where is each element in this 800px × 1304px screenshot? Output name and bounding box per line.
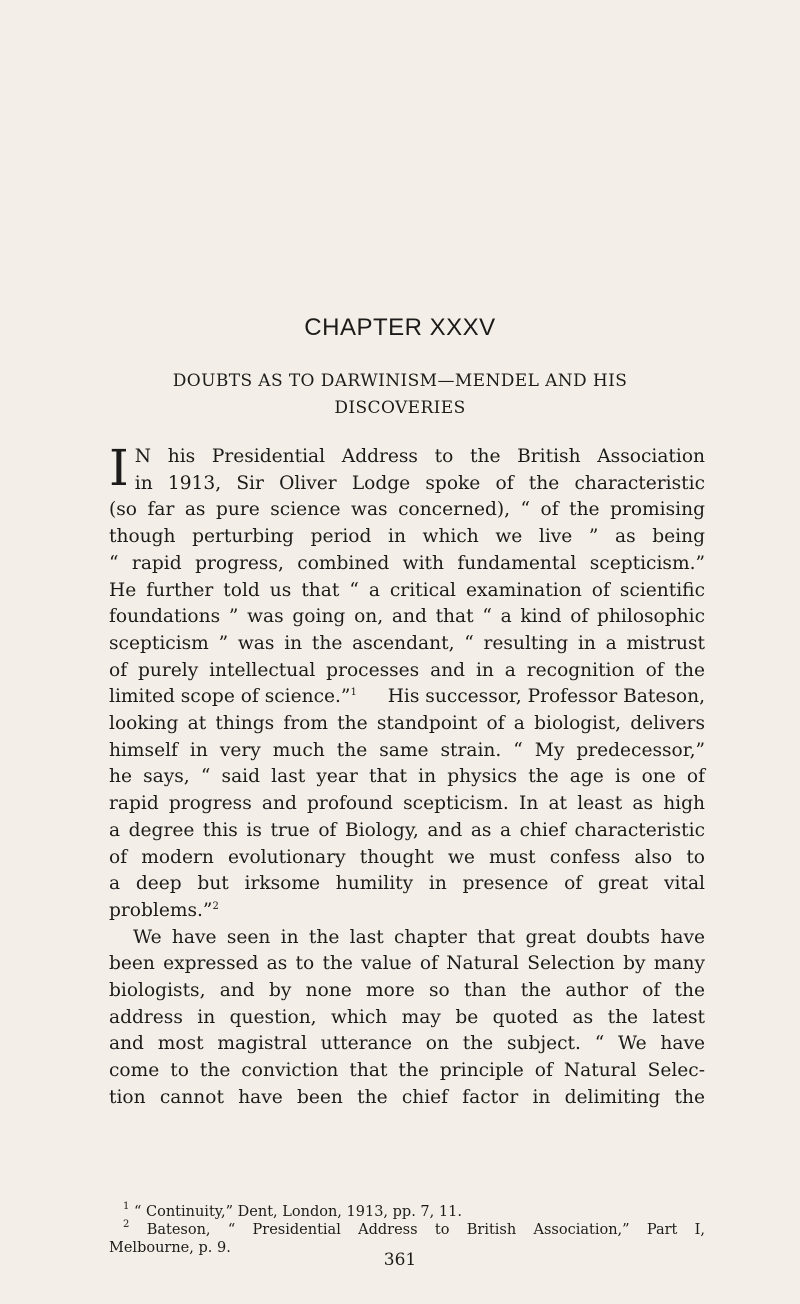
footnote-1 — [109, 1203, 705, 1221]
text-line: been expressed as to the value of Natural Selection by many — [109, 953, 705, 975]
footnote-text: Bateson, “ Presidential Address to British Association,” Part I, — [146, 1222, 706, 1238]
footnote-2 — [109, 1221, 705, 1239]
page-number: 361 — [383, 1250, 417, 1270]
subtitle-line-1: DOUBTS AS TO DARWINISM—MENDEL AND HIS — [172, 371, 628, 391]
subtitle-line-2: DISCOVERIES — [334, 398, 466, 418]
text-line — [109, 684, 705, 711]
text-segment-a: limited scope of science.” — [109, 686, 351, 708]
text-segment-b: His successor, Professor Bateson, — [387, 686, 705, 708]
text-line — [109, 898, 705, 925]
text-line: a degree this is true of Biology, and as a chief characteristic — [109, 819, 705, 841]
text-line: himself in very much the same strain. “ My predecessor,” — [109, 739, 705, 761]
footnote-ref-2: 2 — [212, 900, 219, 912]
text-line: scepticism ” was in the ascendant, “ resulting in a mistrust — [109, 632, 705, 654]
footnote-ref-1: 1 — [350, 687, 357, 699]
text-line: “ rapid progress, combined with fundamental scepticism.” — [109, 552, 705, 574]
text-segment — [109, 684, 357, 711]
text-line: though perturbing period in which we live ” as being — [109, 526, 705, 548]
footnote-2-cont: Melbourne, p. 9. — [109, 1240, 231, 1256]
footnote-mark-1: 1 — [123, 1201, 130, 1212]
body-text — [109, 439, 705, 1112]
text-line: in 1913, Sir Oliver Lodge spoke of the characteristic — [134, 472, 705, 494]
text-line: rapid progress and profound scepticism. In at least as high — [109, 793, 705, 815]
text-line: He further told us that “ a critical examination of scientific — [109, 579, 705, 601]
text-line: come to the conviction that the principle of Natural Selec- — [109, 1060, 705, 1082]
text-line: N his Presidential Address to the British Association — [134, 446, 705, 467]
footnotes — [109, 1203, 705, 1257]
footnote-mark-2: 2 — [123, 1219, 130, 1230]
chapter-subtitle — [0, 368, 800, 422]
text-line: address in question, which may be quoted as the latest — [109, 1006, 705, 1028]
text-line: a deep but irksome humility in presence of great vital — [109, 873, 705, 895]
text-line: and most magistral utterance on the subject. “ We have — [109, 1033, 705, 1055]
footnote-text: “ Continuity,” Dent, London, 1913, pp. 7, 11. — [133, 1204, 462, 1220]
text-line: of purely intellectual processes and in a recognition of the — [109, 659, 705, 681]
chapter-title: CHAPTER XXXV — [304, 314, 496, 341]
text-line: looking at things from the standpoint of a biologist, delivers — [109, 713, 705, 735]
text-line: We have seen in the last chapter that great doubts have — [133, 926, 705, 948]
text-line: tion cannot have been the chief factor in delimiting the — [109, 1086, 705, 1108]
drop-cap: I — [109, 439, 129, 497]
text-line: he says, “ said last year that in physics the age is one of — [109, 766, 705, 788]
text-line: of modern evolutionary thought we must confess also to — [109, 846, 705, 868]
text-line: (so far as pure science was concerned), “ of the promising — [109, 499, 705, 521]
text-line: foundations ” was going on, and that “ a kind of philosophic — [109, 606, 705, 628]
text-segment: problems.” — [109, 899, 213, 921]
text-line: biologists, and by none more so than the author of the — [109, 980, 705, 1002]
